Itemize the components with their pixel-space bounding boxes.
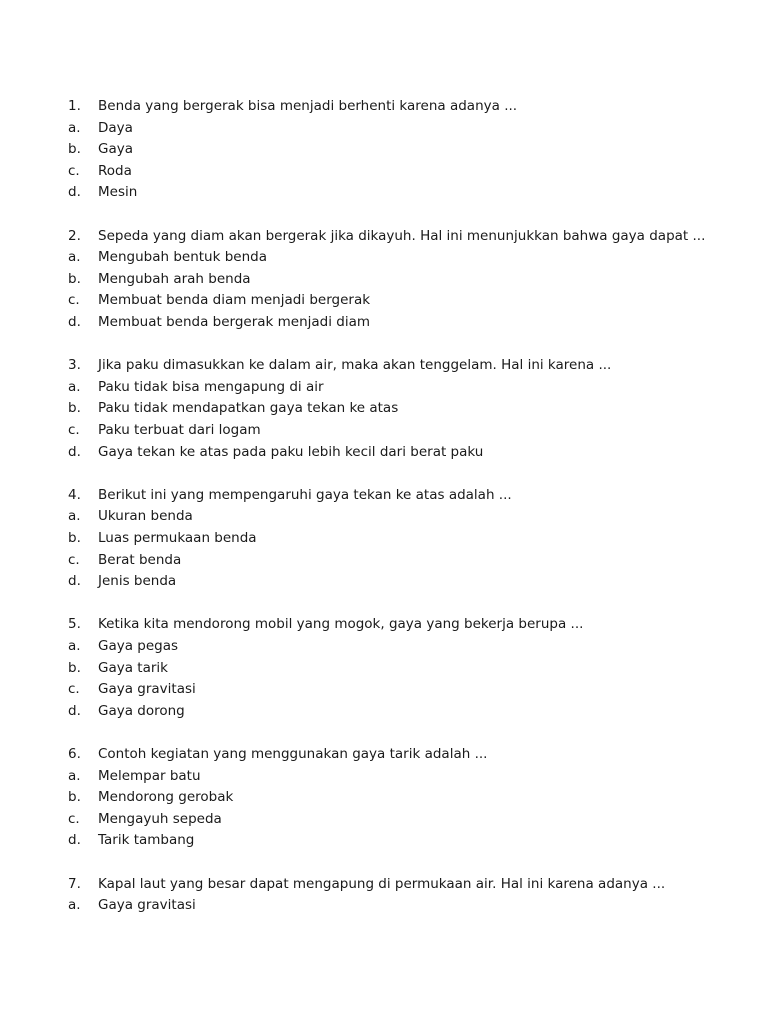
option-letter: d. — [68, 573, 81, 590]
question-text: Jika paku dimasukkan ke dalam air, maka akan tenggelam. Hal ini karena ... — [98, 357, 612, 374]
option-letter: a. — [68, 767, 81, 784]
option-text: Gaya gravitasi — [98, 897, 196, 914]
option-text: Mengayuh sepeda — [98, 810, 222, 827]
option-letter: b. — [68, 400, 81, 417]
option-letter: a. — [68, 378, 81, 395]
option-letter: c. — [68, 681, 80, 698]
option-letter: b. — [68, 530, 81, 546]
option-text: Gaya dorong — [98, 702, 185, 719]
option-letter: d. — [68, 832, 81, 849]
option-text: Ukuran benda — [98, 508, 193, 525]
option-letter: c. — [68, 810, 80, 827]
question-number: 3. — [68, 357, 81, 374]
option-letter: c. — [68, 422, 80, 438]
option-letter: b. — [68, 659, 81, 676]
option-text: Luas permukaan benda — [98, 530, 257, 546]
option-text: Berat benda — [98, 551, 182, 568]
option-text: Gaya — [98, 141, 133, 158]
option-letter: a. — [68, 638, 81, 654]
option-text: Roda — [98, 162, 132, 179]
option-text: Gaya gravitasi — [98, 681, 196, 698]
option-text: Paku tidak mendapatkan gaya tekan ke atas — [98, 400, 399, 417]
option-letter: a. — [68, 508, 81, 525]
question-text: Berikut ini yang mempengaruhi gaya tekan ke atas adalah ... — [98, 486, 512, 503]
question-number: 5. — [68, 616, 81, 633]
option-letter: d. — [68, 184, 81, 201]
question-number: 1. — [68, 98, 81, 114]
option-letter: c. — [68, 292, 80, 309]
option-letter: b. — [68, 270, 81, 287]
question-number: 4. — [68, 486, 81, 503]
option-text: Gaya pegas — [98, 638, 179, 654]
option-text: Mengubah arah benda — [98, 270, 251, 287]
option-letter: c. — [68, 162, 80, 179]
option-letter: d. — [68, 443, 81, 460]
question-number: 7. — [68, 875, 81, 892]
option-text: Melempar batu — [98, 767, 201, 784]
option-text: Jenis benda — [98, 573, 177, 590]
question-text: Sepeda yang diam akan bergerak jika dikayuh. Hal ini menunjukkan bahwa gaya dapat ... — [98, 227, 706, 244]
option-text: Daya — [98, 119, 133, 136]
option-letter: b. — [68, 141, 81, 158]
option-text: Gaya tekan ke atas pada paku lebih kecil dari berat paku — [98, 443, 484, 460]
option-letter: b. — [68, 789, 81, 806]
option-text: Paku tidak bisa mengapung di air — [98, 378, 324, 395]
question-text: Contoh kegiatan yang menggunakan gaya tarik adalah ... — [98, 746, 488, 762]
option-text: Mengubah bentuk benda — [98, 249, 267, 266]
option-letter: a. — [68, 119, 81, 136]
option-text: Membuat benda bergerak menjadi diam — [98, 314, 371, 330]
option-letter: a. — [68, 249, 81, 266]
option-text: Tarik tambang — [98, 832, 195, 849]
question-number: 2. — [68, 227, 81, 244]
option-text: Mendorong gerobak — [98, 789, 234, 806]
option-text: Paku terbuat dari logam — [98, 422, 261, 438]
option-letter: d. — [68, 702, 81, 719]
question-text: Kapal laut yang besar dapat mengapung di permukaan air. Hal ini karena adanya ... — [98, 875, 666, 892]
question-text: Benda yang bergerak bisa menjadi berhenti karena adanya ... — [98, 98, 518, 114]
option-letter: d. — [68, 314, 81, 330]
option-letter: c. — [68, 551, 80, 568]
option-text: Mesin — [98, 184, 138, 201]
option-letter: a. — [68, 897, 81, 914]
question-text: Ketika kita mendorong mobil yang mogok, gaya yang bekerja berupa ... — [98, 616, 584, 633]
option-text: Gaya tarik — [98, 659, 168, 676]
option-text: Membuat benda diam menjadi bergerak — [98, 292, 371, 309]
question-number: 6. — [68, 746, 81, 762]
